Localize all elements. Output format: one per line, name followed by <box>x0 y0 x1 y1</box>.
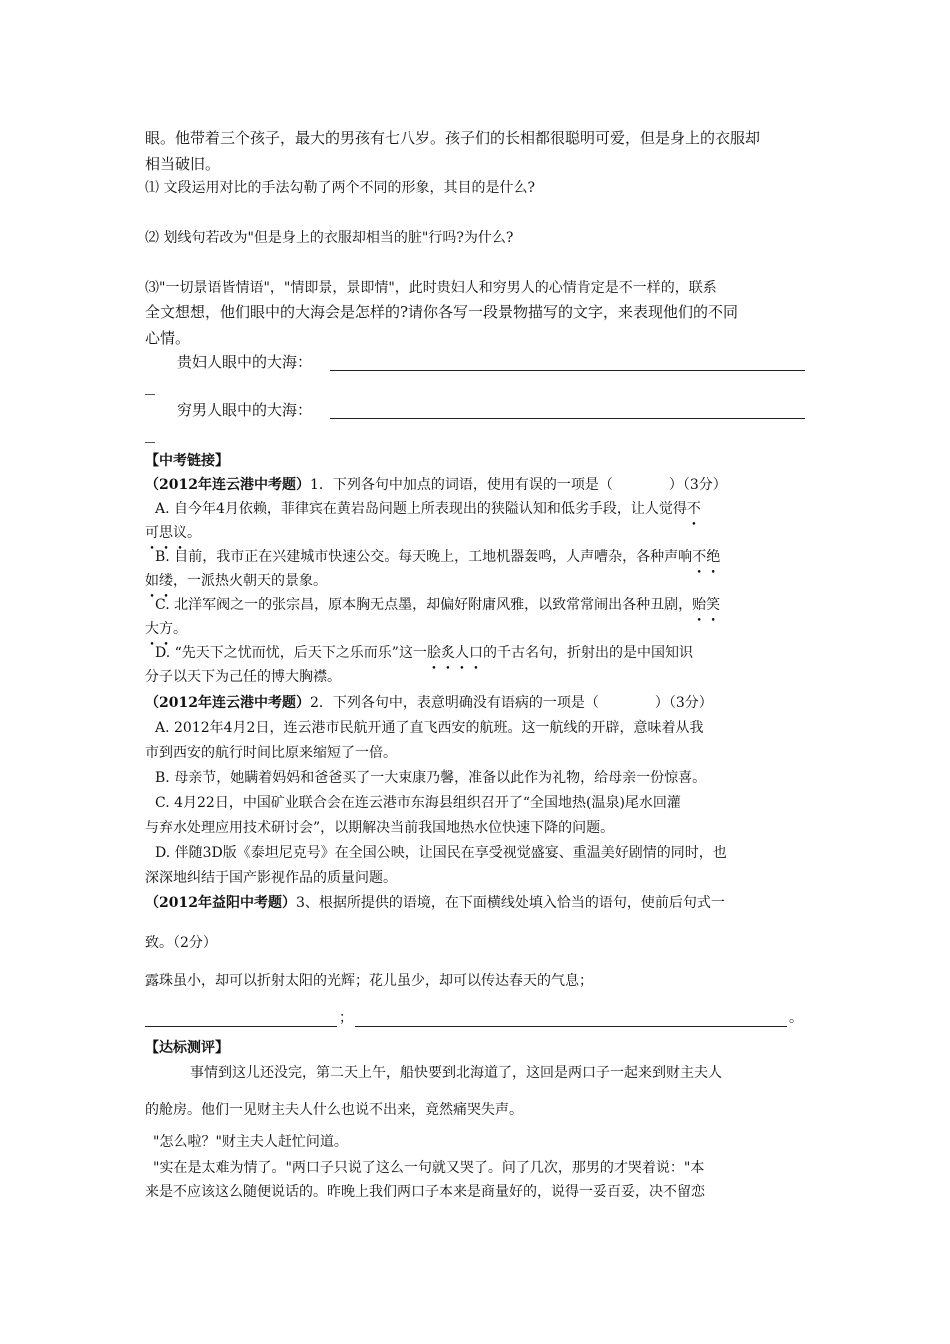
question-text: 3、根据所提供的语境，在下面横线处填入恰当的语句，使前后句式一 <box>295 895 725 911</box>
dotted-char: 缕 <box>159 573 173 589</box>
question-line <box>145 693 713 713</box>
answer-line[interactable] <box>145 1026 337 1027</box>
dotted-char: 人 <box>454 645 469 661</box>
option-c <box>155 595 720 615</box>
section-heading: 【中考链接】 <box>145 453 229 469</box>
passage-line: 事情到这儿还没完，第二天上午，船快要到北海道了，这回是两口子一起来到财主夫人 <box>190 1065 722 1081</box>
passage-line: 相当破旧。 <box>145 155 221 173</box>
option-d <box>155 643 693 663</box>
option-text: A. 自今年4月依赖，菲律宾在黄岩岛问题上所表现出的狭隘认知和低劣手段，让人觉得 <box>155 501 687 517</box>
question-source: （2012年益阳中考题） <box>145 895 296 911</box>
answer-line[interactable] <box>355 1026 787 1027</box>
option-a-cont <box>145 523 201 543</box>
question-2: ⑵ 划线句若改为"但是身上的衣服却相当的脏"行吗?为什么? <box>145 230 514 246</box>
dotted-char: 方 <box>159 621 173 637</box>
poor-man-label: 穷男人眼中的大海： <box>177 401 313 419</box>
option-a-cont: 市到西安的航行时间比原来缩短了一倍。 <box>145 745 397 761</box>
section-heading: 【达标测评】 <box>145 1040 229 1056</box>
option-c-cont <box>145 619 187 639</box>
option-a: A. 2012年4月2日，连云港市民航开通了直飞西安的航班。这一航线的开辟，意味着从我 <box>155 720 704 736</box>
question-source: （2012年连云港中考题） <box>145 695 310 711</box>
option-c-cont: 与弃水处理应用技术研讨会”，以期解决当前我国地热水位快速下降的问题。 <box>145 820 615 836</box>
option-d: D. 伴随3D版《泰坦尼克号》在全国公映，让国民在享受视觉盛宴、重温美好剧情的同时，也 <box>155 845 727 861</box>
passage-line: 来是不应该这么随便说话的。昨晚上我们两口子本来是商量好的，说得一妥百妥，决不留恋 <box>145 1184 705 1200</box>
option-text: ，一派热火朝天的景象。 <box>173 573 327 589</box>
dotted-char: 可 <box>145 525 159 541</box>
option-d-cont: 深深地纠结于国产影视作品的质量问题。 <box>145 870 397 886</box>
option-text: C. 北洋军阀之一的张宗昌，原本胸无点墨，却偏好附庸风雅，以致常常闹出各种丑剧， <box>155 597 693 613</box>
question-text: 2．下列各句中，表意明确没有语病的一项是（ ）（3分） <box>309 695 713 711</box>
dotted-char: 如 <box>145 573 159 589</box>
option-d-cont: 分子以天下为己任的博大胸襟。 <box>145 669 341 685</box>
dotted-char: 议 <box>173 525 187 541</box>
passage-line: "怎么啦？"财主夫人赶忙问道。 <box>153 1134 348 1150</box>
rich-woman-label: 贵妇人眼中的大海： <box>177 353 313 371</box>
option-text: D. “先天下之忧而忧，后天下之乐而乐”这一 <box>155 645 427 661</box>
question-line <box>145 475 727 495</box>
dotted-char: 大 <box>145 621 159 637</box>
dotted-char: 不 <box>692 549 707 565</box>
dotted-char: 脍 <box>426 645 441 661</box>
passage-line: "实在是太难为情了。"两口子只说了这么一句就又哭了。问了几次，那男的才哭着说："本 <box>153 1160 705 1176</box>
dotted-char: 绝 <box>706 549 721 565</box>
question-line <box>145 893 725 913</box>
answer-line[interactable] <box>330 418 805 419</box>
answer-end: 。 <box>789 1010 803 1026</box>
question-context: 露珠虽小，却可以折射太阳的光辉；花儿虽少，却可以传达春天的气息； <box>145 973 593 989</box>
dotted-char: 口 <box>468 645 483 661</box>
question-1: ⑴ 文段运用对比的手法勾勒了两个不同的形象，其目的是什么? <box>145 180 535 196</box>
answer-separator: ； <box>339 1010 353 1026</box>
question-3-line: ⑶"一切景语皆情语"，"情即景，景即情"，此时贵妇人和穷男人的心情肯定是不一样的，联系 <box>145 280 717 296</box>
passage-line: 的舱房。他们一见财主夫人什么也说不出来，竟然痛哭失声。 <box>145 1102 523 1118</box>
option-text: 的千古名句，折射出的是中国知识 <box>482 645 693 661</box>
option-text: 。 <box>187 525 201 541</box>
answer-line-stub <box>145 394 155 395</box>
option-b <box>155 547 720 567</box>
question-3-line: 心情。 <box>145 329 191 347</box>
answer-line-stub <box>145 442 155 443</box>
dotted-char: 不 <box>686 501 701 517</box>
answer-line[interactable] <box>330 370 805 371</box>
question-text: 1．下列各句中加点的词语，使用有误的一项是（ ）（3分） <box>309 477 727 493</box>
passage-line: 眼。他带着三个孩子，最大的男孩有七八岁。孩子们的长相都很聪明可爱，但是身上的衣服却 <box>145 129 761 147</box>
option-a <box>155 499 701 519</box>
question-text-cont: 致。（2分） <box>145 935 217 951</box>
dotted-char: 思 <box>159 525 173 541</box>
option-b-cont <box>145 571 327 591</box>
dotted-char: 炙 <box>440 645 455 661</box>
option-text: 。 <box>173 621 187 637</box>
question-source: （2012年连云港中考题） <box>145 477 310 493</box>
option-b: B. 母亲节，她瞒着妈妈和爸爸买了一大束康乃馨，准备以此作为礼物，给母亲一份惊喜。 <box>155 770 707 786</box>
option-c: C. 4月22日，中国矿业联合会在连云港市东海县组织召开了“全国地热(温泉)尾水回灌 <box>155 795 681 811</box>
dotted-char: 笑 <box>706 597 721 613</box>
option-text: B. 目前，我市正在兴建城市快速公交。每天晚上，工地机器轰鸣，人声嘈杂，各种声响 <box>155 549 693 565</box>
dotted-char: 贻 <box>692 597 707 613</box>
question-3-line: 全文想想，他们眼中的大海会是怎样的?请你各写一段景物描写的文字，来表现他们的不同 <box>145 303 739 321</box>
